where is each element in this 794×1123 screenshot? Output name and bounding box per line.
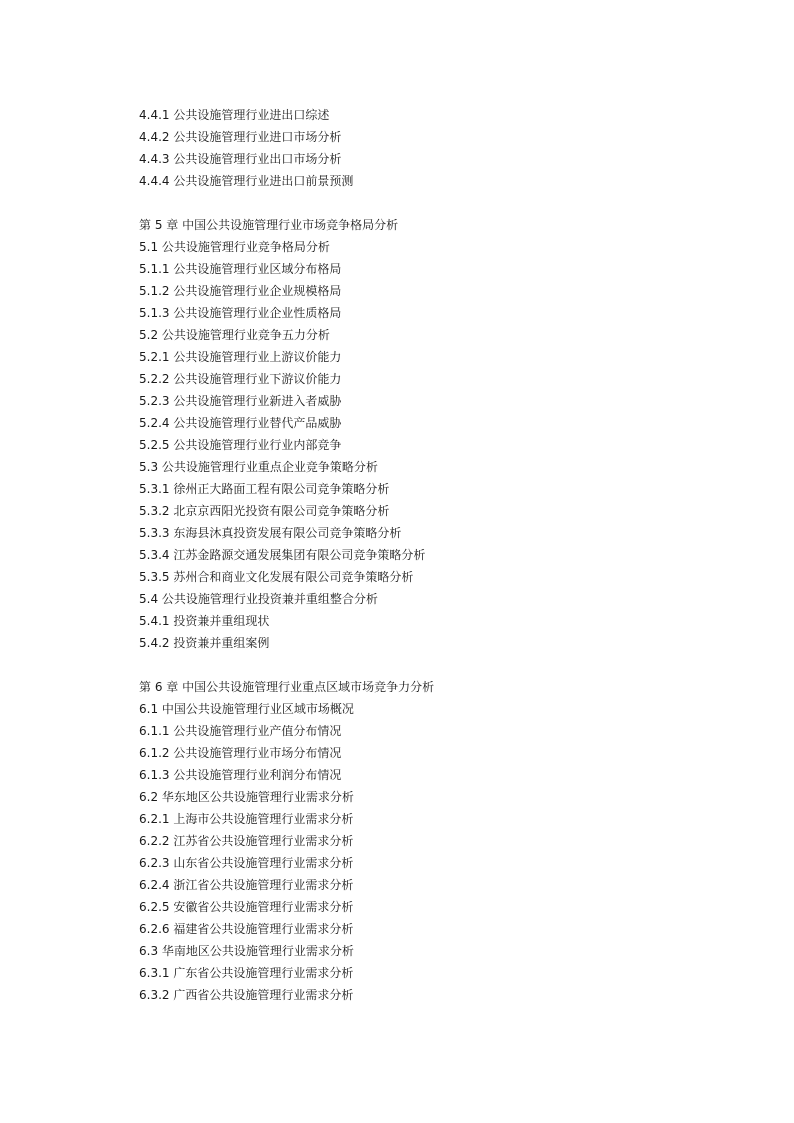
toc-entry: 5.1.1 公共设施管理行业区域分布格局 xyxy=(139,262,342,276)
toc-entry: 5.3.4 江苏金路源交通发展集团有限公司竞争策略分析 xyxy=(139,548,426,562)
toc-entry: 6.3.1 广东省公共设施管理行业需求分析 xyxy=(139,966,354,980)
toc-entry: 4.4.2 公共设施管理行业进口市场分析 xyxy=(139,130,342,144)
toc-entry: 6.2 华东地区公共设施管理行业需求分析 xyxy=(139,790,354,804)
toc-entry: 5.4.2 投资兼并重组案例 xyxy=(139,636,270,650)
toc-entry: 6.2.6 福建省公共设施管理行业需求分析 xyxy=(139,922,354,936)
toc-entry: 6.2.4 浙江省公共设施管理行业需求分析 xyxy=(139,878,354,892)
toc-entry: 5.3 公共设施管理行业重点企业竞争策略分析 xyxy=(139,460,378,474)
section-gap xyxy=(139,192,739,214)
chapter-heading: 第 6 章 中国公共设施管理行业重点区域市场竞争力分析 xyxy=(139,680,435,694)
toc-entry: 5.2.4 公共设施管理行业替代产品威胁 xyxy=(139,416,342,430)
toc-entry: 5.2.1 公共设施管理行业上游议价能力 xyxy=(139,350,342,364)
toc-entry: 5.3.2 北京京西阳光投资有限公司竞争策略分析 xyxy=(139,504,390,518)
toc-entry: 4.4.3 公共设施管理行业出口市场分析 xyxy=(139,152,342,166)
toc-entry: 6.3.2 广西省公共设施管理行业需求分析 xyxy=(139,988,354,1002)
toc-entry: 5.4.1 投资兼并重组现状 xyxy=(139,614,270,628)
toc-entry: 6.2.2 江苏省公共设施管理行业需求分析 xyxy=(139,834,354,848)
toc-entry: 5.2.2 公共设施管理行业下游议价能力 xyxy=(139,372,342,386)
toc-entry: 5.2.3 公共设施管理行业新进入者威胁 xyxy=(139,394,342,408)
toc-entry: 5.4 公共设施管理行业投资兼并重组整合分析 xyxy=(139,592,378,606)
section-gap xyxy=(139,654,739,676)
chapter-heading: 第 5 章 中国公共设施管理行业市场竞争格局分析 xyxy=(139,218,399,232)
toc-entry: 5.2.5 公共设施管理行业行业内部竞争 xyxy=(139,438,342,452)
toc-entry: 6.3 华南地区公共设施管理行业需求分析 xyxy=(139,944,354,958)
toc-entry: 5.3.5 苏州合和商业文化发展有限公司竞争策略分析 xyxy=(139,570,414,584)
toc-entry: 6.1 中国公共设施管理行业区域市场概况 xyxy=(139,702,354,716)
toc-entry: 5.2 公共设施管理行业竞争五力分析 xyxy=(139,328,330,342)
toc-entry: 6.2.3 山东省公共设施管理行业需求分析 xyxy=(139,856,354,870)
toc-entry: 5.1.2 公共设施管理行业企业规模格局 xyxy=(139,284,342,298)
toc-entry: 6.1.3 公共设施管理行业利润分布情况 xyxy=(139,768,342,782)
toc-entry: 6.2.1 上海市公共设施管理行业需求分析 xyxy=(139,812,354,826)
toc-entry: 5.1.3 公共设施管理行业企业性质格局 xyxy=(139,306,342,320)
toc-entry: 5.1 公共设施管理行业竞争格局分析 xyxy=(139,240,330,254)
toc-entry: 5.3.3 东海县沐真投资发展有限公司竞争策略分析 xyxy=(139,526,402,540)
toc-entry: 6.1.1 公共设施管理行业产值分布情况 xyxy=(139,724,342,738)
table-of-contents xyxy=(139,104,739,1006)
toc-entry: 4.4.1 公共设施管理行业进出口综述 xyxy=(139,108,330,122)
toc-entry: 4.4.4 公共设施管理行业进出口前景预测 xyxy=(139,174,354,188)
toc-entry: 6.2.5 安徽省公共设施管理行业需求分析 xyxy=(139,900,354,914)
toc-entry: 6.1.2 公共设施管理行业市场分布情况 xyxy=(139,746,342,760)
toc-entry: 5.3.1 徐州正大路面工程有限公司竞争策略分析 xyxy=(139,482,390,496)
